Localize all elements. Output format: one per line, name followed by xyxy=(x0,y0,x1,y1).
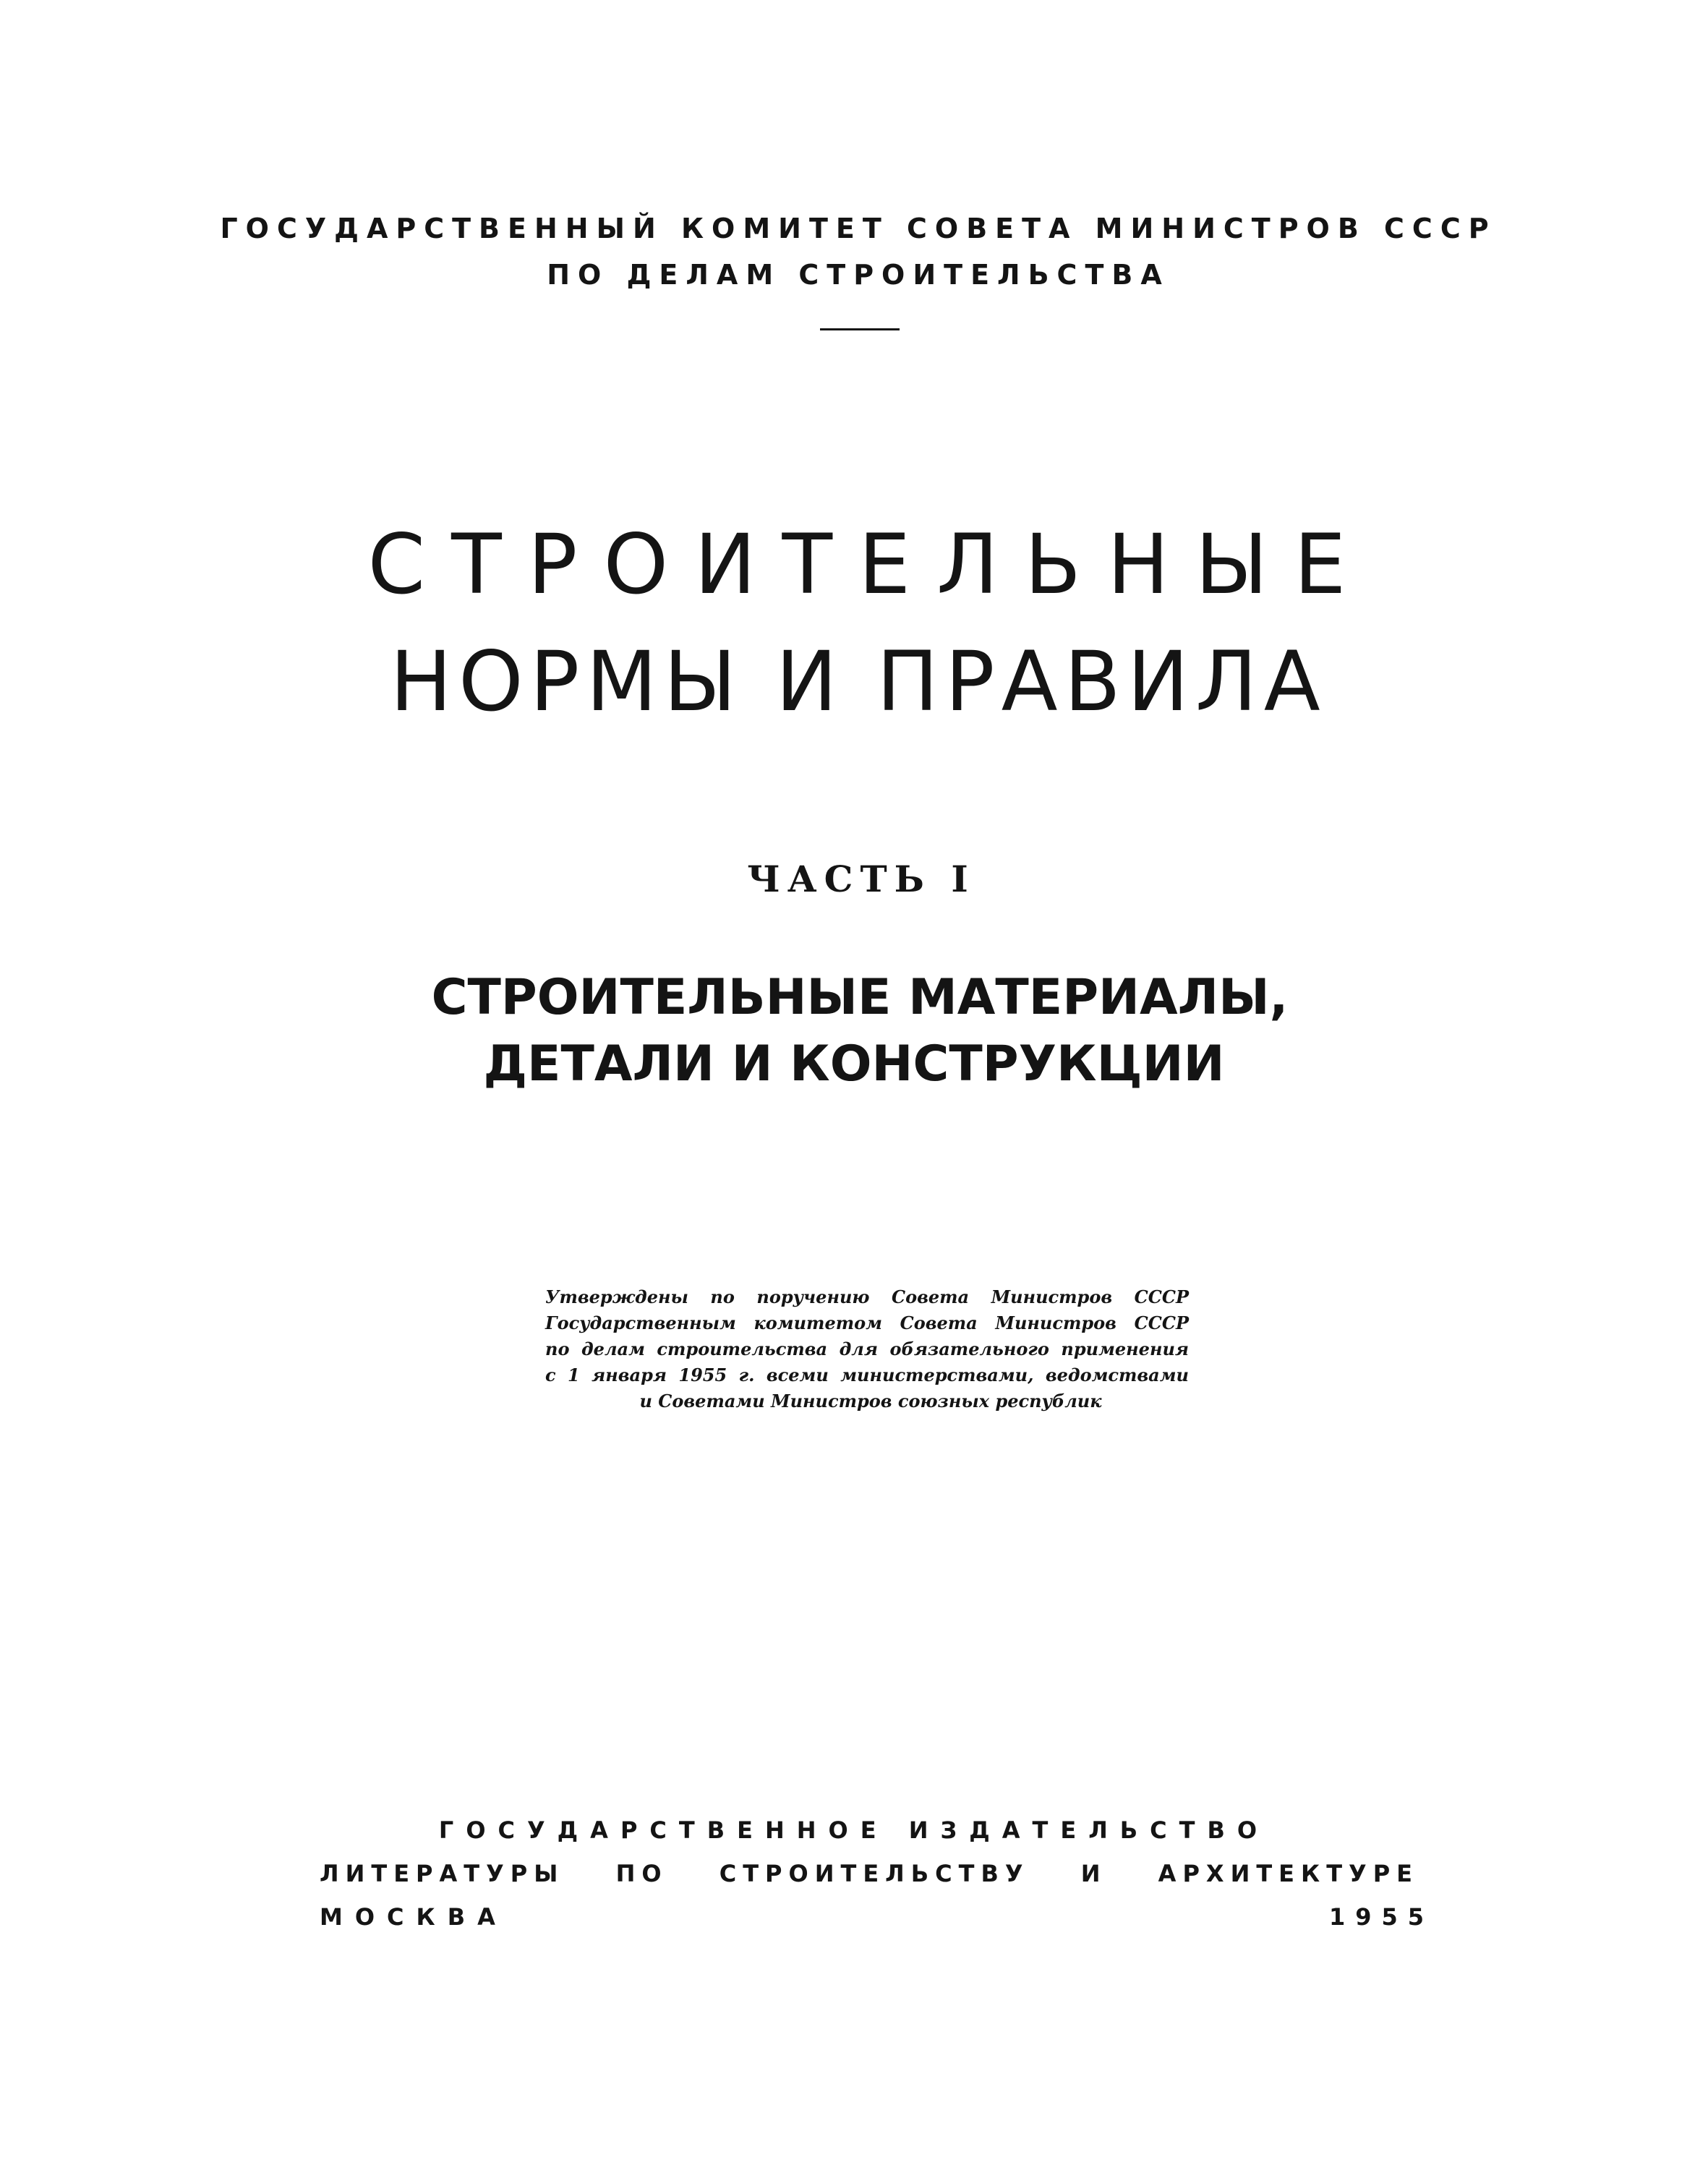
title-line-2: НОРМЫ И ПРАВИЛА xyxy=(390,633,1327,730)
header-divider xyxy=(820,328,900,330)
approval-line: с 1 января 1955 г. всеми министерствами, ведомствами xyxy=(545,1365,1189,1385)
title-line-1: СТРОИТЕЛЬНЫЕ xyxy=(367,516,1372,612)
publisher-name: ГОСУДАРСТВЕННОЕ ИЗДАТЕЛЬСТВО xyxy=(438,1816,1270,1844)
publication-year: 1955 xyxy=(1329,1903,1435,1931)
approval-note xyxy=(545,1284,1189,1414)
approval-line: по делам строительства для обязательного применения xyxy=(545,1338,1189,1359)
approval-line: Государственным комитетом Совета Министров СССР xyxy=(545,1312,1189,1333)
header-department: ПО ДЕЛАМ СТРОИТЕЛЬСТВА xyxy=(547,259,1170,291)
publisher-subject: ЛИТЕРАТУРЫ ПО СТРОИТЕЛЬСТВУ И АРХИТЕКТУРЕ xyxy=(320,1860,1419,1887)
header-committee: ГОСУДАРСТВЕННЫЙ КОМИТЕТ СОВЕТА МИНИСТРОВ СССР xyxy=(220,213,1497,244)
part-label: ЧАСТЬ I xyxy=(747,858,975,900)
publication-city: МОСКВА xyxy=(320,1903,508,1931)
approval-line: и Советами Министров союзных республик xyxy=(639,1391,1102,1412)
subtitle-line-1: СТРОИТЕЛЬНЫЕ МАТЕРИАЛЫ, xyxy=(431,969,1289,1026)
subtitle-line-2: ДЕТАЛИ И КОНСТРУКЦИИ xyxy=(483,1035,1225,1093)
approval-line: Утверждены по поручению Совета Министров СССР xyxy=(545,1286,1189,1307)
